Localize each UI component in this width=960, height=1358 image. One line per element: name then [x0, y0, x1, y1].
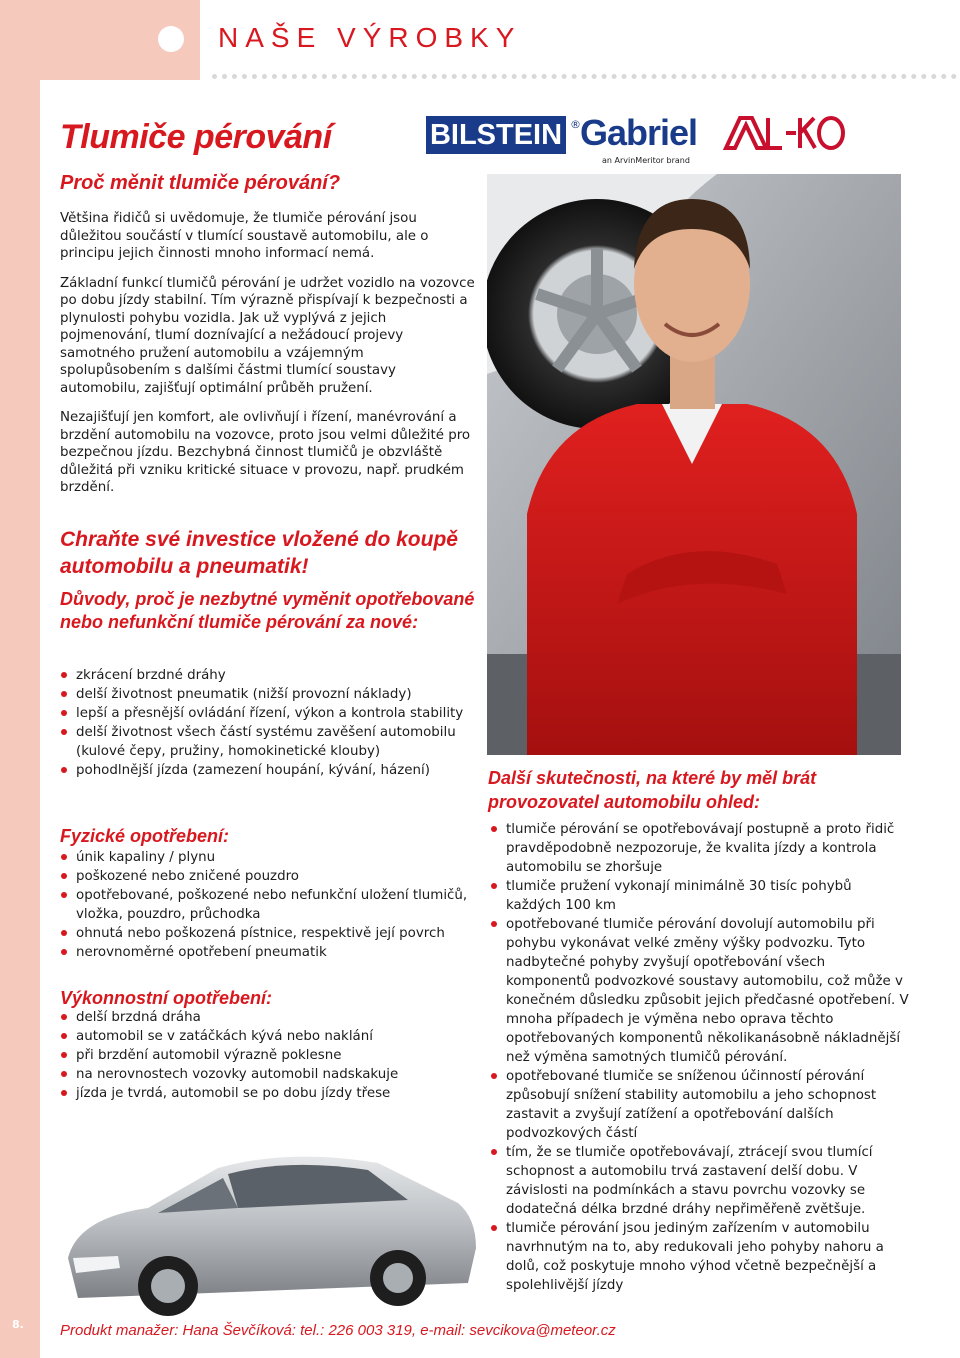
car-photo: [58, 1108, 480, 1318]
list-item: opotřebované tlumiče se sníženou účinností pérování způsobují snížení stability automobilu a jeho schopnost zastavit a zvyšují zatížení a opotřebování dalších podvozkových částí: [490, 1067, 910, 1143]
reasons-heading: Důvody, proč je nezbytné vyměnit opotřebované nebo nefunkční tlumiče pérování za nové:: [60, 589, 475, 632]
intro-text: [60, 210, 475, 509]
list-item: pohodlnější jízda (zamezení houpání, kývání, házení): [60, 761, 480, 780]
list-item: nerovnoměrné opotřebení pneumatik: [60, 943, 480, 962]
physical-wear-list: [60, 848, 480, 962]
mechanic-photo: [487, 174, 901, 755]
list-item: tím, že se tlumiče opotřebovávají, ztrácejí svou tlumící schopnost a automobilu trvá zastavení delší dobu. V závislosti na podmínkách a stavu povrchu vozovky se dodatečná délka brzdné dráhy nepřiměřeně zvětšuje.: [490, 1143, 910, 1219]
facts-heading: Další skutečnosti, na které by měl brát provozovatel automobilu ohled:: [488, 768, 817, 812]
list-item: poškozené nebo zničené pouzdro: [60, 867, 480, 886]
footer-contact: Produkt manažer: Hana Ševčíková: tel.: 226 003 319, e-mail: sevcikova@meteor.cz: [60, 1322, 616, 1339]
invest-heading: Chraňte své investice vložené do koupě automobilu a pneumatik!: [60, 528, 458, 578]
list-item: tlumiče pérování jsou jediným zařízením v automobilu navrhnutým na to, aby redukovali jeho pohyby nahoru a dolů, což poskytuje mnoho výhod včetně bezpečnější a spolehlivější jízdy: [490, 1219, 910, 1295]
paragraph: Většina řidičů si uvědomuje, že tlumiče pérování jsou důležitou součástí v tlumící soustavě automobilu, ale o principu jejich činnosti mnoho informací nemá.: [60, 211, 429, 261]
paragraph: Základní funkcí tlumičů pérování je udržet vozidlo na vozovce po dobu jízdy stabilní. Tím výrazně přispívají k bezpečnosti a plynulosti pohybu vozidla. Jak už vyplývá z jejich pojmenování, tlumí doznívající a nežádoucí projevy samotného pružení automobilu a vzájemným spolupůsobením s dalšími částmi tlumící soustavy automobilu, zajišťují optimální průběh pružení.: [60, 275, 475, 396]
list-item: delší životnost všech částí systému zavěšení automobilu (kulové čepy, pružiny, homokinetické klouby): [60, 723, 480, 761]
left-margin-strip: [0, 0, 40, 1358]
performance-wear-heading: Výkonnostní opotřebení:: [60, 988, 273, 1008]
list-item: únik kapaliny / plynu: [60, 848, 480, 867]
list-item: opotřebované tlumiče pérování dovolují automobilu při pohybu vykonávat velké změny výšky podvozku. Tyto nadbytečné pohyby zvyšují opotřebování všech komponentů podvozkové soustavy automobilu, což může v konečném důsledku způsobit jejich předčasné opotřebení. V mnoha případech je výměna nebo oprava těchto opotřebovaných komponentů několikanásobně nákladnější než výměna samotných tlumičů pérování.: [490, 915, 910, 1067]
paragraph: Nezajišťují jen komfort, ale ovlivňují i řízení, manévrování a brzdění automobilu na vozovce, proto jsou velmi důležité pro bezpečnou jízdu. Bezchybná činnost tlumičů je obzvláště důležitá při vzniku kritické situace v provozu, např. prudkém brzdění.: [60, 410, 471, 495]
list-item: tlumiče pružení vykonají minimálně 30 tisíc pohybů každých 100 km: [490, 877, 910, 915]
list-item: opotřebované, poškozené nebo nefunkční uložení tlumičů, vložka, pouzdro, průchodka: [60, 886, 480, 924]
reasons-list: [60, 666, 480, 780]
alko-logo: [718, 114, 848, 152]
section-header: NAŠE VÝROBKY: [218, 22, 522, 53]
page-number: 8.: [12, 1318, 24, 1331]
brand-logos: [426, 114, 866, 170]
performance-wear-list: [60, 1008, 480, 1103]
list-item: jízda je tvrdá, automobil se po dobu jízdy třese: [60, 1084, 480, 1103]
dotted-divider: [212, 74, 957, 79]
list-item: při brzdění automobil výrazně poklesne: [60, 1046, 480, 1065]
facts-list: [490, 820, 910, 1295]
list-item: zkrácení brzdné dráhy: [60, 666, 480, 685]
list-item: lepší a přesnější ovládání řízení, výkon a kontrola stability: [60, 704, 480, 723]
header-dot-icon: [158, 26, 184, 52]
list-item: delší životnost pneumatik (nižší provozní náklady): [60, 685, 480, 704]
bilstein-logo: BILSTEIN: [426, 116, 566, 154]
registered-mark-icon: ®: [570, 118, 581, 131]
physical-wear-heading: Fyzické opotřebení:: [60, 826, 230, 846]
list-item: na nerovnostech vozovky automobil nadskakuje: [60, 1065, 480, 1084]
subtitle: Proč měnit tlumiče pérování?: [60, 172, 341, 194]
list-item: delší brzdná dráha: [60, 1008, 480, 1027]
page-title: Tlumiče pérování: [60, 118, 332, 156]
gabriel-tagline: an ArvinMeritor brand: [602, 156, 690, 165]
list-item: tlumiče pérování se opotřebovávají postupně a proto řidič pravděpodobně nezpozoruje, že kvalita jízdy a kontrola automobilu se zhoršuje: [490, 820, 910, 877]
gabriel-logo: Gabriel: [580, 112, 698, 153]
list-item: ohnutá nebo poškozená pístnice, respektivě její povrch: [60, 924, 480, 943]
list-item: automobil se v zatáčkách kývá nebo naklání: [60, 1027, 480, 1046]
